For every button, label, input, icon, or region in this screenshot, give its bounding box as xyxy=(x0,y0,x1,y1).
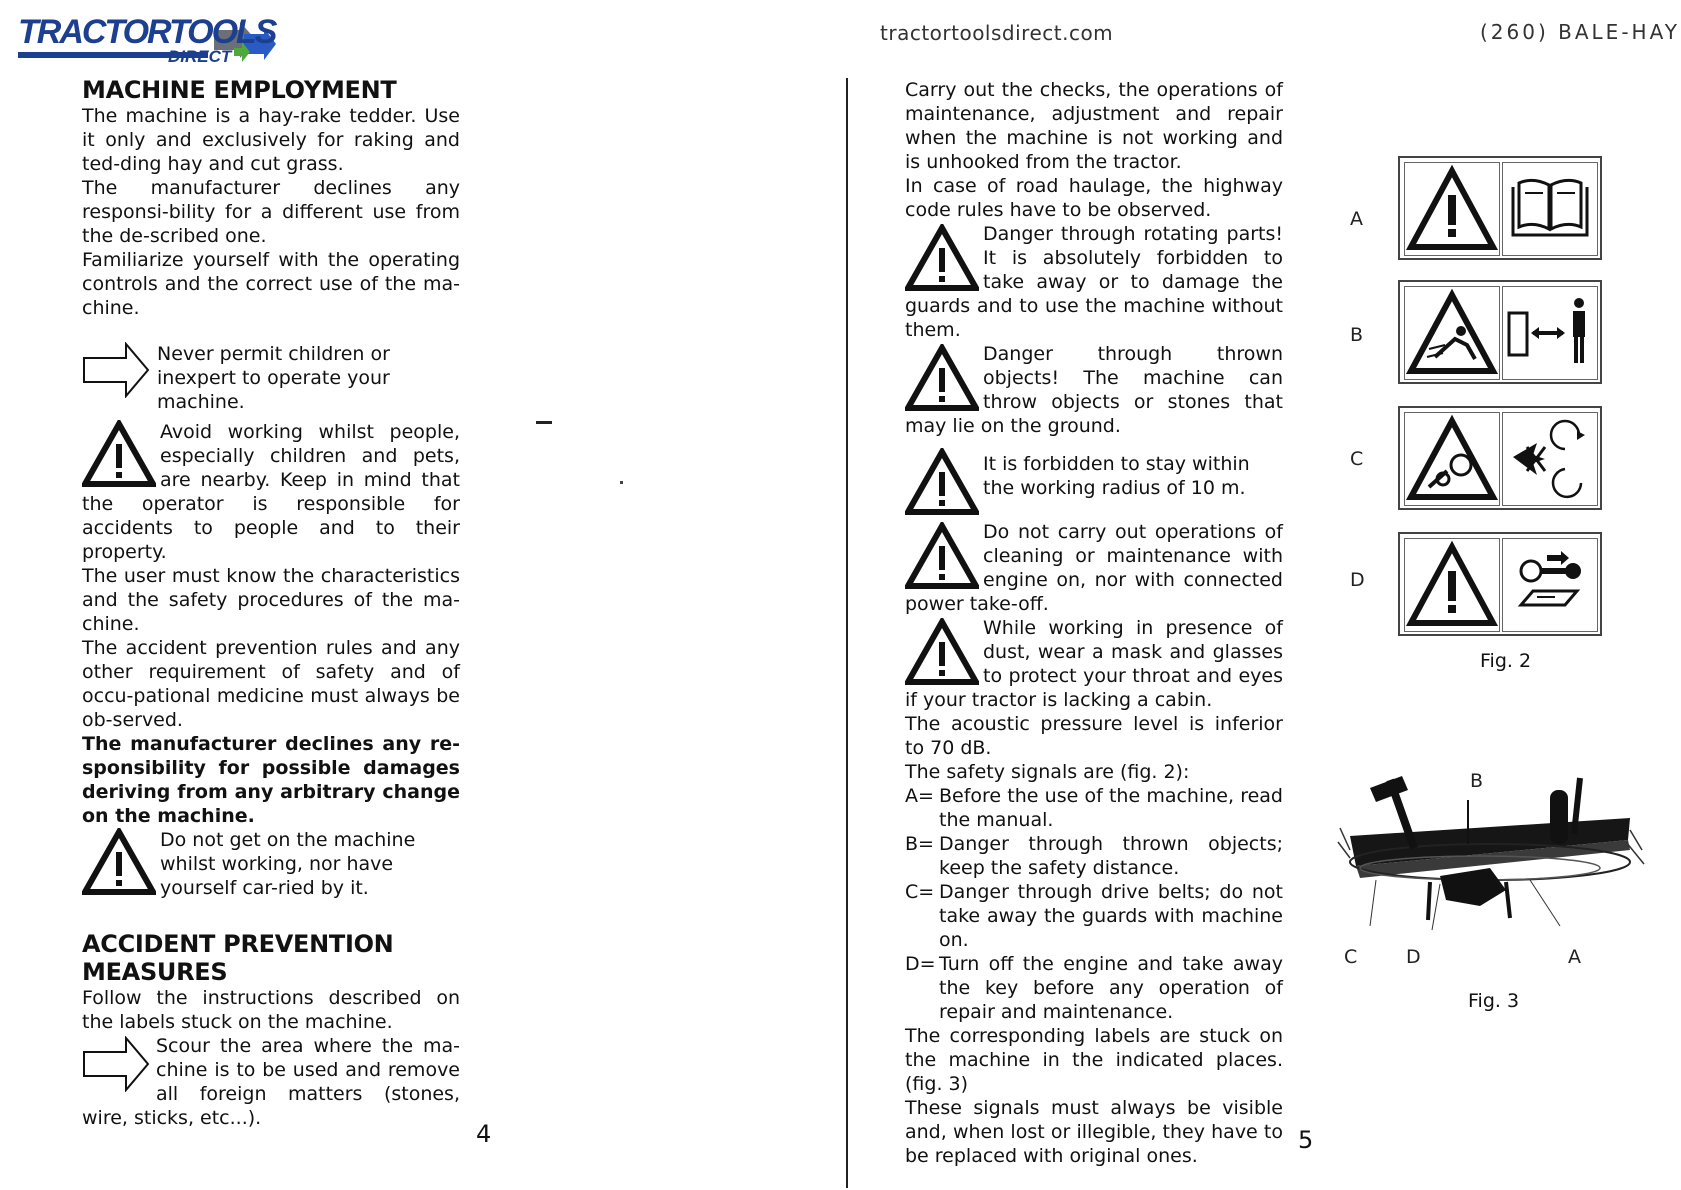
hay-rake-tedder-icon xyxy=(1330,770,1650,970)
warning-text: It is forbidden to stay within the working radius of 10 m. xyxy=(983,453,1250,499)
list-text: Danger through drive belts; do not take away the guards with machine on. xyxy=(939,881,1283,951)
disclaimer-bold: The manufacturer declines any re-sponsibility for possible damages deriving from any arbitrary change on the machine. xyxy=(82,733,460,827)
arrow-right-icon xyxy=(82,342,152,398)
safety-signal-c xyxy=(1398,406,1602,510)
fig2-letter-d: D xyxy=(1350,569,1365,591)
fig3-label-b: B xyxy=(1470,770,1484,792)
fig3-label-c: C xyxy=(1344,946,1358,968)
list-key: A= xyxy=(905,785,934,807)
arrow-note xyxy=(82,1034,460,1130)
warning-triangle-icon xyxy=(82,420,156,488)
warning-note xyxy=(905,342,1283,438)
paragraph: Familiarize yourself with the operating controls and the correct use of the ma-chine. xyxy=(82,249,460,319)
paragraph: Carry out the checks, the operations of maintenance, adjustment and repair when the machine is not working and is unhooked from the tractor. xyxy=(905,79,1283,173)
site-url[interactable]: tractortoolsdirect.com xyxy=(880,21,1114,45)
list-key: D= xyxy=(905,953,936,975)
warning-text: Do not get on the machine whilst working, nor have yourself car-ried by it. xyxy=(160,829,416,899)
warning-triangle-icon xyxy=(1405,163,1499,253)
page-number-right: 5 xyxy=(1298,1126,1314,1154)
paragraph: The safety signals are (fig. 2): xyxy=(905,761,1190,783)
safety-signal-d xyxy=(1398,532,1602,636)
list-key: C= xyxy=(905,881,935,903)
warning-text: Danger through thrown objects! The machine can throw objects or stones that may lie on the ground. xyxy=(905,343,1283,437)
section-title-machine-employment: MACHINE EMPLOYMENT xyxy=(82,76,397,104)
scan-mark xyxy=(536,421,552,424)
fig3-label-a: A xyxy=(1568,946,1581,968)
list-item xyxy=(905,832,1283,880)
warning-note xyxy=(905,616,1283,712)
warning-triangle-icon xyxy=(905,344,979,412)
signal-list xyxy=(905,784,1283,1024)
left-page xyxy=(82,76,460,1130)
fig2-letter-c: C xyxy=(1350,448,1364,470)
paragraph: Follow the instructions described on the labels stuck on the machine. xyxy=(82,987,460,1033)
fig3-caption: Fig. 3 xyxy=(1468,990,1520,1012)
section-title-line: MEASURES xyxy=(82,958,228,986)
paragraph: The user must know the characteristics and the safety procedures of the ma-chine. xyxy=(82,565,460,635)
arrow-note-text: Scour the area where the ma-chine is to be used and remove all foreign matters (stones, wire, sticks, etc...). xyxy=(82,1035,460,1129)
phone-number: (260) BALE-HAY xyxy=(1480,20,1680,44)
scan-dot xyxy=(620,481,623,484)
list-item xyxy=(905,784,1283,832)
thrown-objects-warning-icon xyxy=(1405,287,1499,377)
safety-distance-icon xyxy=(1503,287,1597,377)
page-fold-line xyxy=(846,78,848,1188)
warning-text: Avoid working whilst people, especially children and pets, are nearby. Keep in mind that the operator is responsible for accidents to people and to their property. xyxy=(82,421,460,563)
paragraph: These signals must always be visible and, when lost or illegible, they have to be replaced with original ones. xyxy=(905,1097,1283,1167)
warning-triangle-icon xyxy=(905,448,979,516)
warning-note xyxy=(905,452,1283,510)
rotating-parts-icon xyxy=(1503,413,1597,503)
remove-key-icon xyxy=(1503,539,1597,629)
arrow-right-icon xyxy=(82,1036,152,1092)
section-title-line: ACCIDENT PREVENTION xyxy=(82,930,394,958)
warning-text: Danger through rotating parts! It is absolutely forbidden to take away or to damage the guards and to use the machine without them. xyxy=(905,223,1283,341)
safety-signal-a xyxy=(1398,156,1602,260)
list-text: Turn off the engine and take away the key before any operation of repair and maintenance. xyxy=(939,953,1283,1023)
paragraph: The machine is a hay-rake tedder. Use it only and exclusively for raking and ted-ding hay and cut grass. xyxy=(82,105,460,175)
list-item xyxy=(905,880,1283,952)
arrow-note-text: Never permit children or inexpert to operate your machine. xyxy=(157,343,390,413)
arrow-note xyxy=(82,342,460,413)
open-book-icon xyxy=(1503,163,1597,253)
warning-note xyxy=(905,520,1283,616)
list-text: Danger through thrown objects; keep the safety distance. xyxy=(939,833,1283,879)
warning-text: While working in presence of dust, wear a mask and glasses to protect your throat and eyes if your tractor is lacking a cabin. xyxy=(905,617,1283,711)
warning-triangle-icon xyxy=(1405,539,1499,629)
paragraph: The manufacturer declines any responsi-bility for a different use from the de-scribed one. xyxy=(82,177,460,247)
paragraph: The accident prevention rules and any other requirement of safety and of occu-pational medicine must always be ob-served. xyxy=(82,637,460,731)
fig2-letter-b: B xyxy=(1350,324,1364,346)
paragraph: The acoustic pressure level is inferior to 70 dB. xyxy=(905,713,1283,759)
fig3-label-d: D xyxy=(1406,946,1421,968)
page-number-left: 4 xyxy=(476,1120,492,1148)
safety-signal-b xyxy=(1398,280,1602,384)
warning-triangle-icon xyxy=(82,828,156,896)
list-item xyxy=(905,952,1283,1024)
paragraph: The corresponding labels are stuck on the machine in the indicated places. (fig. 3) xyxy=(905,1025,1283,1095)
warning-triangle-icon xyxy=(905,522,979,590)
paragraph: In case of road haulage, the highway code rules have to be observed. xyxy=(905,175,1283,221)
warning-text: Do not carry out operations of cleaning or maintenance with engine on, nor with connected power take-off. xyxy=(905,521,1283,615)
warning-triangle-icon xyxy=(905,618,979,686)
machine-illustration xyxy=(1330,770,1650,970)
brand-logo xyxy=(18,12,288,68)
logo-text-top: TRACTORTOOLS xyxy=(18,13,276,51)
logo-text-bottom: DIRECT xyxy=(168,47,232,66)
fig2-letter-a: A xyxy=(1350,208,1363,230)
fig2-caption: Fig. 2 xyxy=(1480,650,1532,672)
section-title-accident-prevention xyxy=(82,930,460,986)
right-page xyxy=(905,78,1283,1168)
list-key: B= xyxy=(905,833,934,855)
warning-note xyxy=(82,828,460,900)
list-text: Before the use of the machine, read the manual. xyxy=(939,785,1283,831)
warning-triangle-icon xyxy=(905,224,979,292)
warning-note xyxy=(82,420,460,564)
warning-note xyxy=(905,222,1283,342)
drive-belt-warning-icon xyxy=(1405,413,1499,503)
